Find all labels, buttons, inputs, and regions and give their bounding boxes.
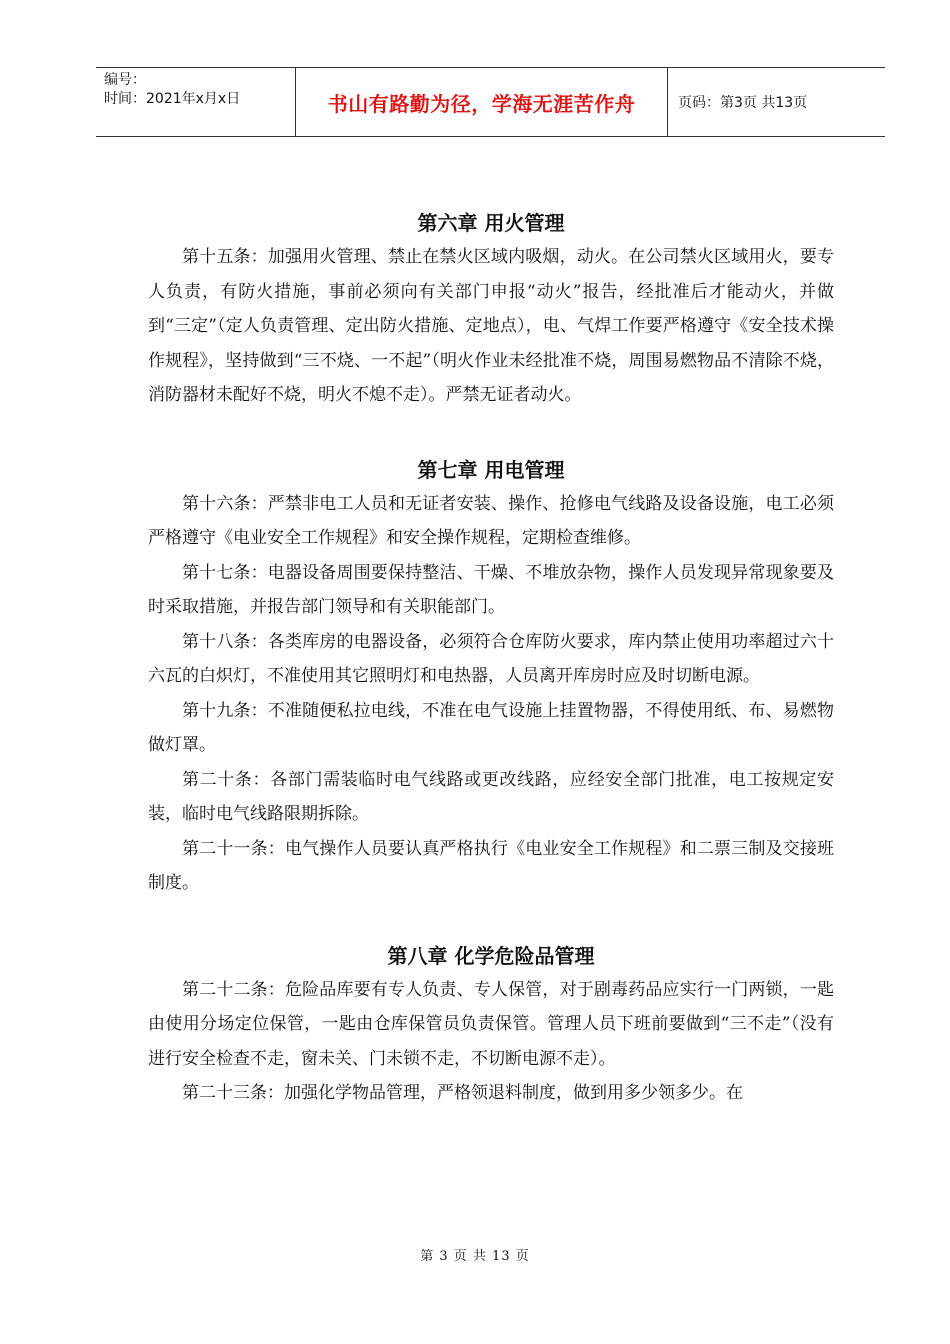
article-paragraph: 第二十三条：加强化学物品管理，严格领退料制度，做到用多少领多少。在 <box>182 1083 743 1103</box>
document-number-label: 编号： <box>104 72 146 88</box>
document-time-label: 时间：2021年x月x日 <box>104 91 241 107</box>
page-header <box>96 67 885 137</box>
page-footer: 第 3 页 共 13 页 <box>420 1249 530 1264</box>
chapter-title: 第七章 用电管理 <box>417 457 565 482</box>
document-body <box>148 198 834 1111</box>
article-paragraph: 第二十一条：电气操作人员要认真严格执行《电业安全工作规程》和二票三制及交接班制度。 <box>148 838 834 893</box>
article-paragraph: 第十七条：电器设备周围要保持整洁、干燥、不堆放杂物，操作人员发现异常现象要及时采取措施，并报告部门领导和有关职能部门。 <box>148 562 834 617</box>
header-motto: 书山有路勤为径，学海无涯苦作舟 <box>296 68 668 136</box>
article-paragraph: 第二十二条：危险品库要有专人负责、专人保管，对于剧毒药品应实行一门两锁，一匙由使用分场定位保管，一匙由仓库保管员负责保管。管理人员下班前要做到“三不走”（没有进行安全检查不走，窗未关、门未锁不走，不切断电源不走）。 <box>148 979 834 1069</box>
chapter-title: 第六章 用火管理 <box>417 211 565 235</box>
header-page-info: 页码：第3页 共13页 <box>678 95 808 111</box>
article-paragraph: 第十六条：严禁非电工人员和无证者安装、操作、抢修电气线路及设备设施，电工必须严格遵守《电业安全工作规程》和安全操作规程，定期检查维修。 <box>148 493 834 548</box>
article-paragraph: 第二十条：各部门需装临时电气线路或更改线路，应经安全部门批准，电工按规定安装，临时电气线路限期拆除。 <box>148 769 834 824</box>
chapter-title: 第八章 化学危险品管理 <box>387 943 595 968</box>
article-paragraph: 第十五条：加强用火管理、禁止在禁火区域内吸烟，动火。在公司禁火区域用火，要专人负责，有防火措施，事前必须向有关部门申报“动火”报告，经批准后才能动火，并做到“三定”（定人负责管理、定出防火措施、定地点），电、气焊工作要严格遵守《安全技术操作规程》，坚持做到“三不烧、一不起”（明火作业未经批准不烧，周围易燃物品不清除不烧，消防器材未配好不烧，明火不熄不走）。严禁无证者动火。 <box>148 247 834 405</box>
article-paragraph: 第十九条：不准随便私拉电线，不准在电气设施上挂置物器，不得使用纸、布、易燃物做灯罩。 <box>148 700 834 755</box>
header-meta <box>96 68 296 136</box>
article-paragraph: 第十八条：各类库房的电器设备，必须符合仓库防火要求，库内禁止使用功率超过六十六瓦的白炽灯，不准使用其它照明灯和电热器，人员离开库房时应及时切断电源。 <box>148 631 834 686</box>
